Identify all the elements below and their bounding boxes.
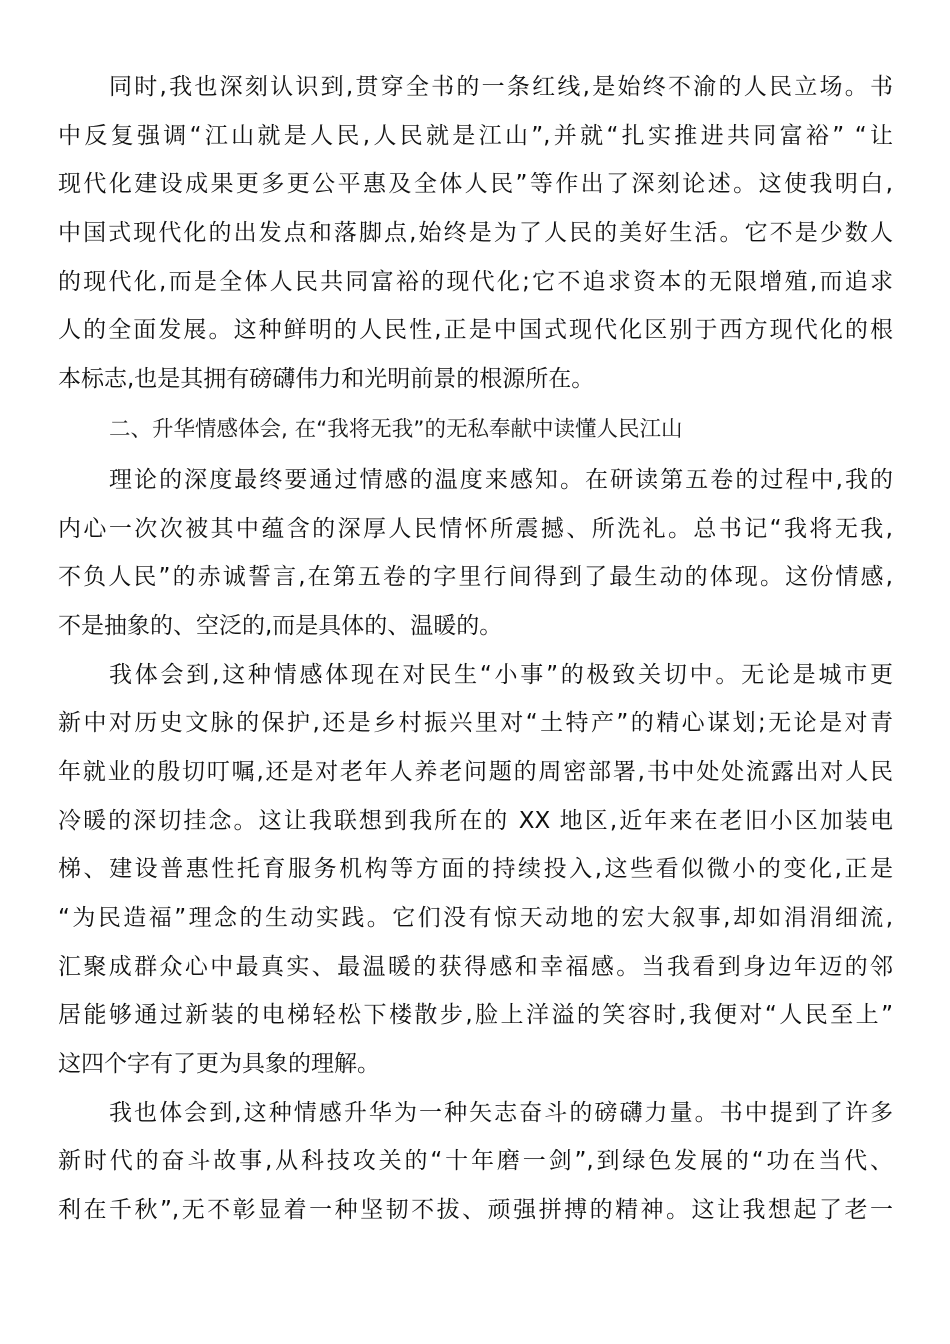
paragraph — [58, 63, 893, 404]
paragraph — [58, 456, 893, 651]
text-line: 的现代化,而是全体人民共同富裕的现代化;它不追求资本的无限增殖,而追求 — [58, 268, 893, 295]
text-line: “为民造福”理念的生动实践。它们没有惊天动地的宏大叙事,却如涓涓细流, — [58, 905, 893, 931]
text-line: 年就业的殷切叮嘱,还是对老年人养老问题的周密部署,书中处处流露出对人民 — [58, 758, 893, 785]
text-line: 不负人民”的赤诚誓言,在第五卷的字里行间得到了最生动的体现。这份情感, — [58, 564, 893, 591]
section-heading: 二、升华情感体会, 在“我将无我”的无私奉献中读懂人民江山 — [109, 416, 683, 442]
text-line: 理论的深度最终要通过情感的温度来感知。在研读第五卷的过程中,我的 — [109, 466, 893, 493]
text-line: 现代化建设成果更多更公平惠及全体人民”等作出了深刻论述。这使我明白, — [58, 171, 893, 198]
text-line: 新中对历史文脉的保护,还是乡村振兴里对“土特产”的精心谋划;无论是对青 — [58, 710, 893, 737]
paragraph — [58, 1089, 893, 1235]
text-line: 本标志,也是其拥有磅礴伟力和光明前景的根源所在。 — [58, 366, 595, 393]
text-line: 梯、建设普惠性托育服务机构等方面的持续投入,这些看似微小的变化,正是 — [58, 856, 893, 883]
text-line: 利在千秋”,无不彰显着一种坚韧不拔、顽强拼搏的精神。这让我想起了老一 — [58, 1197, 893, 1224]
text-line: 这四个字有了更为具象的理解。 — [58, 1051, 380, 1078]
text-line: 新时代的奋斗故事,从科技攻关的“十年磨一剑”,到绿色发展的“功在当代、 — [58, 1148, 893, 1175]
text-line: 居能够通过新装的电梯轻松下楼散步,脸上洋溢的笑容时,我便对“人民至上” — [58, 1002, 893, 1029]
text-line: 我也体会到,这种情感升华为一种矢志奋斗的磅礴力量。书中提到了许多 — [109, 1099, 893, 1126]
text-line: 同时,我也深刻认识到,贯穿全书的一条红线,是始终不渝的人民立场。书 — [109, 74, 893, 100]
text-line: 人的全面发展。这种鲜明的人民性,正是中国式现代化区别于西方现代化的根 — [58, 317, 893, 344]
text-line: 中反复强调“江山就是人民,人民就是江山”,并就“扎实推进共同富裕” “让 — [58, 122, 893, 149]
text-line: 冷暖的深切挂念。这让我联想到我所在的 XX 地区,近年来在老旧小区加装电 — [58, 807, 893, 834]
text-line: 我体会到,这种情感体现在对民生“小事”的极致关切中。无论是城市更 — [109, 661, 893, 688]
text-line: 不是抽象的、空泛的,而是具体的、温暖的。 — [58, 612, 503, 639]
paragraph — [58, 651, 893, 1089]
text-line: 汇聚成群众心中最真实、最温暖的获得感和幸福感。当我看到身边年迈的邻 — [58, 953, 893, 980]
text-line: 中国式现代化的出发点和落脚点,始终是为了人民的美好生活。它不是少数人 — [58, 220, 893, 247]
document-page — [58, 63, 893, 1235]
text-line: 内心一次次被其中蕴含的深厚人民情怀所震撼、所洗礼。总书记“我将无我, — [58, 515, 893, 542]
